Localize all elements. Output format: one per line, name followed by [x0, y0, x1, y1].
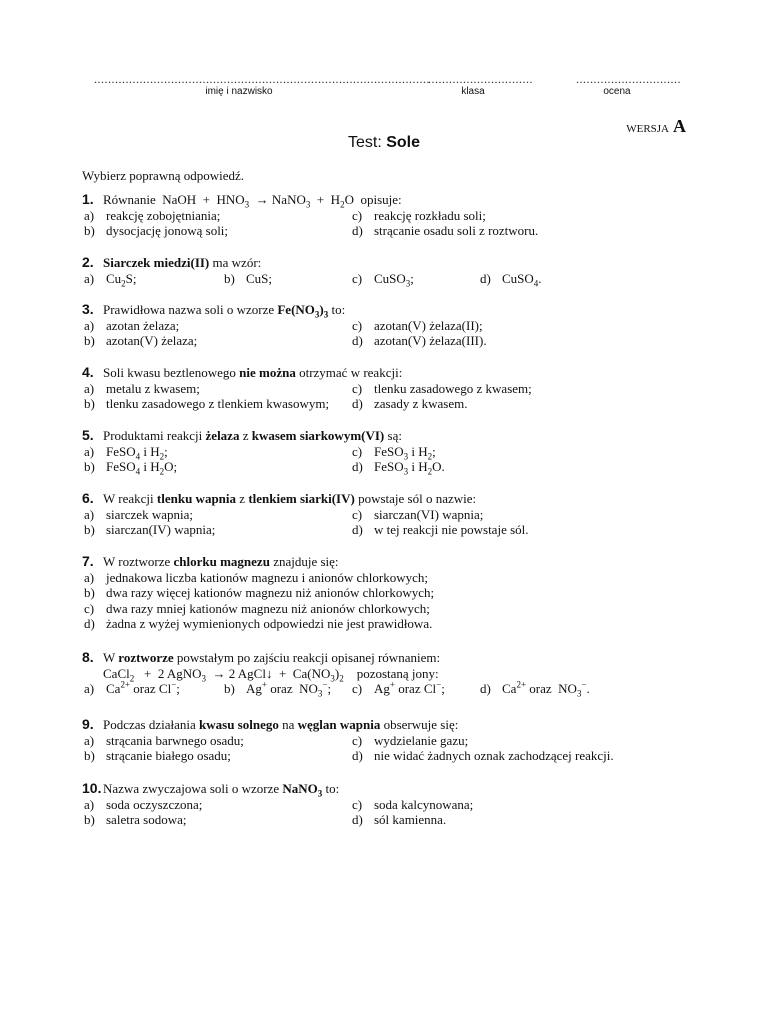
question-number: 4. — [82, 364, 94, 380]
answer-option[interactable] — [480, 681, 600, 697]
question-text — [82, 491, 702, 507]
answer-option[interactable] — [352, 396, 672, 412]
option-text: jednakowa liczba kationów magnezu i anionów chlorkowych; — [106, 569, 429, 585]
option-letter: c) — [84, 600, 95, 616]
question-text — [82, 554, 702, 570]
instruction: Wybierz poprawną odpowiedź. — [82, 168, 245, 183]
option-letter: c) — [352, 380, 363, 396]
option-letter: d) — [352, 748, 363, 763]
question-2 — [82, 254, 702, 289]
question-text — [82, 428, 702, 444]
answer-option[interactable] — [84, 459, 352, 475]
question-number: 8. — [82, 649, 94, 665]
option-letter: c) — [352, 506, 363, 522]
answer-options — [84, 733, 702, 764]
option-text: tlenku zasadowego z kwasem; — [374, 380, 532, 396]
option-text: azotan(V) żelaza; — [106, 333, 198, 348]
question-text — [82, 650, 702, 666]
option-text: azotan(V) żelaza(III). — [374, 333, 487, 348]
class-dots: .............................. — [428, 72, 533, 86]
option-letter: a) — [84, 207, 95, 223]
answer-option[interactable] — [224, 681, 352, 697]
option-letter: c) — [352, 681, 363, 696]
answer-option[interactable] — [352, 748, 672, 764]
option-text: wydzielanie gazu; — [374, 732, 469, 748]
option-letter: d) — [352, 522, 363, 537]
option-text: reakcję rozkładu soli; — [374, 207, 486, 223]
answer-option[interactable] — [352, 459, 672, 475]
question-number: 3. — [82, 301, 94, 317]
option-letter: d) — [352, 333, 363, 348]
option-text: FeSO$_3$ i $H_2$; — [374, 443, 436, 462]
question-stem: W roztworze chlorku magnezu znajduje się: — [103, 554, 339, 569]
option-letter: d) — [84, 616, 95, 631]
question-stem: Prawidłowa nazwa soli o wzorze $Fe(NO_3)_3$ to: — [103, 302, 346, 320]
answer-options — [84, 381, 702, 412]
question-1 — [82, 192, 702, 239]
option-letter: a) — [84, 796, 95, 812]
option-letter: c) — [352, 443, 363, 459]
answer-option[interactable] — [84, 797, 352, 813]
question-text — [82, 255, 702, 271]
option-letter: d) — [352, 812, 363, 827]
answer-option[interactable] — [84, 601, 702, 617]
option-letter: a) — [84, 732, 95, 748]
option-text: strącania barwnego osadu; — [106, 732, 244, 748]
option-letter: b) — [224, 270, 235, 286]
option-text: $Cu_2S$; — [106, 270, 137, 289]
option-letter: b) — [84, 333, 95, 348]
option-letter: c) — [352, 796, 363, 812]
answer-option[interactable] — [84, 333, 352, 349]
question-stem: Nazwa zwyczajowa soli o wzorze NaNO$_3$ to: — [103, 781, 340, 799]
question-3 — [82, 302, 702, 349]
answer-options — [84, 507, 702, 538]
option-text: dysocjację jonową soli; — [106, 223, 229, 238]
name-caption: imię i nazwisko — [205, 86, 273, 97]
grade-caption: ocena — [603, 86, 631, 97]
question-stem: W reakcji tlenku wapnia z tlenkiem siarki(IV) powstaje sól o nazwie: — [103, 491, 477, 506]
option-letter: b) — [84, 812, 95, 827]
option-text: CuS; — [246, 270, 273, 286]
option-text: siarczek wapnia; — [106, 506, 193, 522]
option-letter: b) — [224, 681, 235, 696]
option-text: w tej reakcji nie powstaje sól. — [374, 522, 529, 537]
option-letter: b) — [84, 748, 95, 763]
question-text — [82, 302, 702, 318]
answer-option[interactable] — [84, 396, 352, 412]
question-4 — [82, 365, 702, 412]
answer-options — [84, 444, 702, 475]
option-letter: d) — [352, 459, 363, 474]
question-10 — [82, 781, 702, 828]
version-word: WERSJA — [626, 123, 669, 135]
option-letter: d) — [480, 681, 491, 696]
option-text: $Ca^{2+}$ oraz Cl−; — [106, 679, 180, 696]
class-caption: klasa — [461, 86, 485, 97]
question-7 — [82, 554, 702, 632]
option-letter: c) — [352, 207, 363, 223]
question-stem: Siarczek miedzi(II) ma wzór: — [103, 255, 262, 270]
option-text: siarczan(IV) wapnia; — [106, 522, 216, 537]
answer-option[interactable] — [84, 748, 352, 764]
answer-options — [84, 271, 702, 287]
option-text: dwa razy mniej kationów magnezu niż anionów chlorkowych; — [106, 600, 430, 616]
option-text: siarczan(VI) wapnia; — [374, 506, 484, 522]
option-text: saletra sodowa; — [106, 812, 187, 827]
question-text — [82, 365, 702, 381]
answer-option[interactable] — [84, 585, 702, 601]
question-number: 7. — [82, 553, 94, 569]
option-text: soda kalcynowana; — [374, 796, 474, 812]
question-stem: Soli kwasu beztlenowego nie można otrzymać w reakcji: — [103, 365, 403, 380]
answer-option[interactable] — [84, 381, 352, 397]
option-text: CuSO$_4$. — [502, 270, 542, 289]
answer-option[interactable] — [224, 271, 352, 287]
question-5 — [82, 428, 702, 475]
question-number: 5. — [82, 427, 94, 443]
title-prefix: Test: — [347, 134, 382, 151]
reaction-equation: CaCl$_2$ + 2 AgNO$_3$ → 2 AgCl↓ + $Ca(NO_3)_2$ pozostaną jony: — [103, 665, 439, 684]
answer-option[interactable] — [352, 522, 672, 538]
answer-options — [84, 681, 702, 697]
answer-option[interactable] — [84, 507, 352, 523]
option-text: Ag+ oraz Cl−; — [374, 679, 445, 696]
option-text: sól kamienna. — [374, 812, 447, 827]
page-title — [0, 134, 768, 152]
option-letter: a) — [84, 380, 95, 396]
answer-option[interactable] — [84, 616, 702, 632]
answer-option[interactable] — [352, 812, 672, 828]
option-letter: b) — [84, 396, 95, 411]
title-subject: Sole — [386, 134, 421, 151]
answer-option[interactable] — [84, 812, 352, 828]
question-number: 9. — [82, 716, 94, 732]
answer-option[interactable] — [352, 797, 672, 813]
option-letter: a) — [84, 506, 95, 522]
question-text — [82, 192, 702, 208]
question-9 — [82, 717, 702, 764]
answer-option[interactable] — [352, 333, 672, 349]
answer-option[interactable] — [352, 507, 672, 523]
option-letter: a) — [84, 681, 95, 696]
version-letter: A — [673, 116, 686, 136]
option-letter: d) — [352, 396, 363, 411]
option-letter: a) — [84, 569, 95, 585]
answer-option[interactable] — [352, 444, 672, 460]
question-stem: Podczas działania kwasu solnego na węglan wapnia obserwuje się: — [103, 717, 459, 732]
option-letter: b) — [84, 459, 95, 474]
question-6 — [82, 491, 702, 538]
question-number: 6. — [82, 490, 94, 506]
option-letter: c) — [352, 317, 363, 333]
answer-option[interactable] — [352, 733, 672, 749]
option-letter: b) — [84, 585, 95, 600]
option-letter: c) — [352, 732, 363, 748]
answer-option[interactable] — [84, 522, 352, 538]
question-number: 2. — [82, 254, 94, 270]
option-text: zasady z kwasem. — [374, 396, 468, 411]
answer-option[interactable] — [480, 271, 600, 287]
option-letter: a) — [84, 443, 95, 459]
option-letter: d) — [480, 270, 491, 286]
option-text: azotan żelaza; — [106, 317, 180, 333]
question-stem: Produktami reakcji żelaza z kwasem siarkowym(VI) są: — [103, 428, 402, 443]
answer-option[interactable] — [84, 208, 352, 224]
option-text: FeSO$_4$ i $H_2$; — [106, 443, 168, 462]
option-text: tlenku zasadowego z tlenkiem kwasowym; — [106, 396, 330, 411]
option-text: dwa razy więcej kationów magnezu niż anionów chlorkowych; — [106, 585, 435, 600]
answer-option[interactable] — [352, 271, 480, 287]
answer-options — [84, 318, 702, 349]
question-number: 1. — [82, 191, 94, 207]
question-text — [82, 717, 702, 733]
question-stem: Równanie NaOH + $HNO_3$ → NaNO$_3$ + $H_2O$ opisuje: — [103, 192, 402, 210]
option-text: FeSO$_3$ i $H_2O$. — [374, 459, 445, 477]
answer-option[interactable] — [84, 681, 224, 697]
question-number: 10. — [82, 780, 102, 796]
answer-option[interactable] — [352, 681, 480, 697]
option-text: Ag+ oraz $NO_3^-$; — [246, 679, 332, 699]
option-text: metalu z kwasem; — [106, 380, 200, 396]
option-text: azotan(V) żelaza(II); — [374, 317, 483, 333]
option-text: nie widać żadnych oznak zachodzącej reakcji. — [374, 748, 614, 763]
option-text: strącanie białego osadu; — [106, 748, 231, 763]
option-text: FeSO$_4$ i $H_2O$; — [106, 459, 178, 477]
answer-option[interactable] — [84, 570, 702, 586]
answer-option[interactable] — [84, 271, 224, 287]
answer-option[interactable] — [84, 223, 352, 239]
option-text: żadna z wyżej wymienionych odpowiedzi nie jest prawidłowa. — [106, 616, 433, 631]
option-text: CuSO$_3$; — [374, 270, 414, 289]
option-letter: c) — [352, 270, 363, 286]
answer-option[interactable] — [84, 733, 352, 749]
answer-option[interactable] — [352, 208, 672, 224]
answer-option[interactable] — [352, 318, 672, 334]
question-stem: W roztworze powstałym po zajściu reakcji opisanej równaniem: — [103, 650, 441, 665]
answer-options — [84, 797, 702, 828]
answer-options — [84, 208, 702, 239]
option-text: strącanie osadu soli z roztworu. — [374, 223, 539, 238]
option-text: soda oczyszczona; — [106, 796, 203, 812]
question-8 — [82, 650, 702, 697]
option-letter: d) — [352, 223, 363, 238]
option-letter: b) — [84, 223, 95, 238]
option-text: reakcję zobojętniania; — [106, 207, 221, 223]
option-letter: b) — [84, 522, 95, 537]
answer-option[interactable] — [352, 223, 672, 239]
answer-options — [82, 570, 702, 632]
option-text: $Ca^{2+}$ oraz $NO_3^-$. — [502, 679, 590, 699]
option-letter: a) — [84, 270, 95, 286]
answer-option[interactable] — [84, 444, 352, 460]
grade-dots: .............................. — [576, 72, 681, 86]
question-text — [82, 781, 702, 797]
name-dots: ................................................................................................ — [94, 72, 430, 86]
answer-option[interactable] — [352, 381, 672, 397]
answer-option[interactable] — [84, 318, 352, 334]
option-letter: a) — [84, 317, 95, 333]
